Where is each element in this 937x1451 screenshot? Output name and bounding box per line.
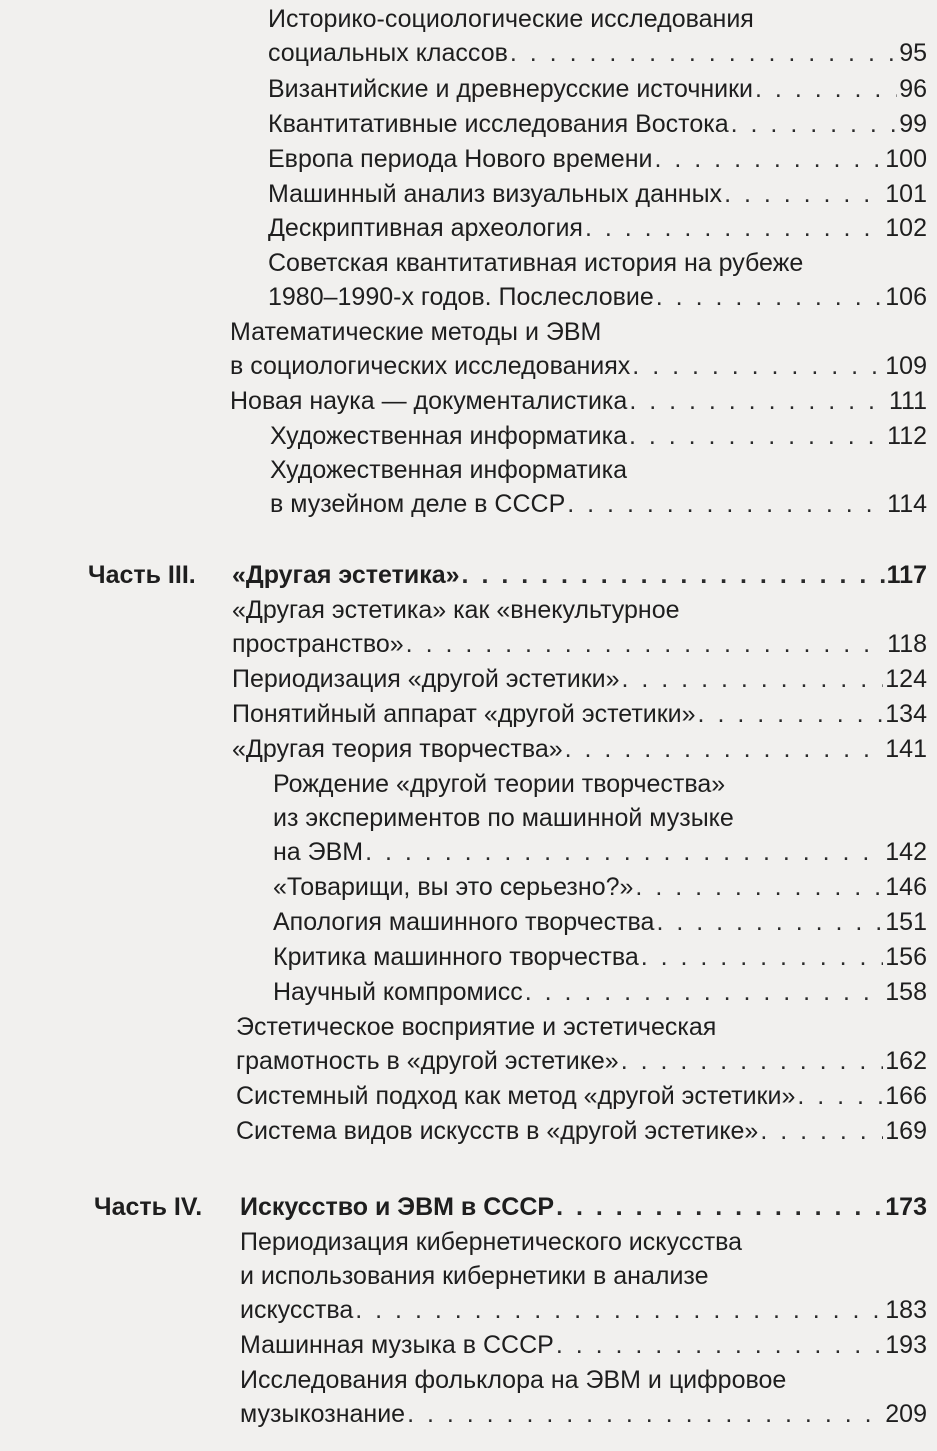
toc-entry bbox=[232, 732, 927, 766]
toc-page-number: 209 bbox=[885, 1400, 927, 1428]
toc-entry bbox=[270, 419, 927, 453]
part-label: Часть IV. bbox=[94, 1193, 203, 1221]
leader-dots bbox=[510, 36, 897, 70]
toc-page-number: 101 bbox=[885, 180, 927, 208]
toc-entry bbox=[240, 1328, 927, 1362]
toc-page-number: 146 bbox=[885, 873, 927, 901]
toc-entry-title: музыкознание bbox=[240, 1400, 406, 1428]
leader-dots bbox=[760, 1114, 883, 1148]
toc-entry-title: Критика машинного творчества bbox=[273, 943, 639, 971]
toc-entry-title: Система видов искусств в «другой эстетике» bbox=[236, 1117, 759, 1145]
toc-entry-title: Новая наука — документалистика bbox=[230, 387, 628, 415]
leader-dots bbox=[622, 662, 884, 696]
leader-dots bbox=[556, 1328, 883, 1362]
toc-entry bbox=[273, 870, 927, 904]
leader-dots bbox=[462, 558, 885, 592]
toc-entry bbox=[268, 211, 927, 245]
toc-entry bbox=[236, 1114, 927, 1148]
toc-entry-title: Понятийный аппарат «другой эстетики» bbox=[232, 700, 696, 728]
toc-entry bbox=[273, 767, 927, 869]
leader-dots bbox=[656, 905, 883, 939]
toc-entry bbox=[232, 593, 927, 661]
toc-entry bbox=[236, 1079, 927, 1113]
toc-page-number: 158 bbox=[885, 978, 927, 1006]
toc-page-number: 112 bbox=[887, 422, 927, 450]
leader-dots bbox=[724, 177, 883, 211]
toc-entry-title: Историко-социологические исследования bbox=[268, 5, 754, 33]
toc-entry-title: Европа периода Нового времени bbox=[268, 145, 653, 173]
toc-page-number: 95 bbox=[899, 39, 927, 67]
part-title: «Другая эстетика» bbox=[232, 561, 460, 589]
leader-dots bbox=[632, 349, 883, 383]
toc-entry-title: Советская квантитативная история на рубеже bbox=[268, 249, 804, 277]
toc-entry-title: Системный подход как метод «другой эстетики» bbox=[236, 1082, 796, 1110]
toc-entry bbox=[268, 72, 927, 106]
toc-entry-title: Художественная информатика bbox=[270, 422, 627, 450]
toc-entry-title: Исследования фольклора на ЭВМ и цифровое bbox=[240, 1366, 787, 1394]
toc-page-number: 109 bbox=[885, 352, 927, 380]
toc-entry bbox=[230, 384, 927, 418]
toc-entry-title: Апология машинного творчества bbox=[273, 908, 655, 936]
leader-dots bbox=[635, 870, 883, 904]
part-title: Искусство и ЭВМ в СССР bbox=[240, 1193, 555, 1221]
toc-entry-title: социальных классов bbox=[268, 39, 508, 67]
toc-page-number: 117 bbox=[886, 561, 927, 589]
toc-entry-title: «Товарищи, вы это серьезно?» bbox=[273, 873, 634, 901]
leader-dots bbox=[655, 142, 884, 176]
toc-page-number: 166 bbox=[885, 1082, 927, 1110]
toc-entry-title: из экспериментов по машинной музыке bbox=[273, 804, 734, 832]
toc-entry-title: Рождение «другой теории творчества» bbox=[273, 770, 726, 798]
toc-entry-title: в музейном деле в СССР bbox=[270, 490, 566, 518]
toc-page-number: 102 bbox=[885, 214, 927, 242]
part-heading bbox=[232, 558, 927, 592]
part-heading bbox=[240, 1190, 927, 1224]
leader-dots bbox=[621, 1044, 884, 1078]
toc-entry bbox=[273, 975, 927, 1009]
toc-entry bbox=[230, 315, 927, 383]
toc-entry-title: в социологических исследованиях bbox=[230, 352, 631, 380]
toc-entry-title: Периодизация кибернетического искусства bbox=[240, 1228, 743, 1256]
toc-entry-title: и использования кибернетики в анализе bbox=[240, 1262, 709, 1290]
toc-entry-title: на ЭВМ bbox=[273, 838, 364, 866]
toc-page-number: 193 bbox=[885, 1331, 927, 1359]
leader-dots bbox=[565, 732, 884, 766]
toc-page-number: 169 bbox=[885, 1117, 927, 1145]
leader-dots bbox=[629, 419, 885, 453]
toc-entry bbox=[268, 142, 927, 176]
toc-entry bbox=[240, 1225, 927, 1327]
toc-page-number: 96 bbox=[899, 75, 927, 103]
toc-entry-title: Эстетическое восприятие и эстетическая bbox=[236, 1013, 717, 1041]
toc-page-number: 151 bbox=[885, 908, 927, 936]
toc-page-number: 134 bbox=[885, 700, 927, 728]
leader-dots bbox=[656, 280, 884, 314]
toc-entry bbox=[268, 107, 927, 141]
toc-page-number: 142 bbox=[885, 838, 927, 866]
toc-entry bbox=[273, 905, 927, 939]
toc-page-number: 106 bbox=[885, 283, 927, 311]
leader-dots bbox=[698, 697, 884, 731]
toc-entry bbox=[240, 1363, 927, 1431]
leader-dots bbox=[797, 1079, 883, 1113]
toc-page-number: 162 bbox=[885, 1047, 927, 1075]
leader-dots bbox=[407, 1397, 883, 1431]
toc-page-number: 183 bbox=[885, 1296, 927, 1324]
toc-page-number: 141 bbox=[885, 735, 927, 763]
toc-entry-title: грамотность в «другой эстетике» bbox=[236, 1047, 619, 1075]
toc-entry bbox=[232, 697, 927, 731]
toc-entry bbox=[236, 1010, 927, 1078]
toc-entry-title: Византийские и древнерусские источники bbox=[268, 75, 754, 103]
toc-page-number: 99 bbox=[899, 110, 927, 138]
toc-page-number: 173 bbox=[885, 1193, 927, 1221]
toc-entry bbox=[268, 246, 927, 314]
toc-page-number: 100 bbox=[885, 145, 927, 173]
toc-entry-title: пространство» bbox=[232, 630, 404, 658]
toc-entry bbox=[270, 453, 927, 521]
toc-page-number: 118 bbox=[887, 630, 927, 658]
leader-dots bbox=[355, 1293, 883, 1327]
toc-entry-title: Художественная информатика bbox=[270, 456, 627, 484]
toc-entry-title: Дескриптивная археология bbox=[268, 214, 583, 242]
toc-entry-title: «Другая теория творчества» bbox=[232, 735, 563, 763]
toc-entry bbox=[268, 177, 927, 211]
toc-page-number: 114 bbox=[887, 490, 927, 518]
leader-dots bbox=[556, 1190, 883, 1224]
toc-entry-title: Машинный анализ визуальных данных bbox=[268, 180, 723, 208]
leader-dots bbox=[365, 835, 883, 869]
toc-entry-title: 1980–1990-х годов. Послесловие bbox=[268, 283, 654, 311]
leader-dots bbox=[585, 211, 883, 245]
leader-dots bbox=[731, 107, 898, 141]
leader-dots bbox=[629, 384, 887, 418]
toc-entry bbox=[273, 940, 927, 974]
toc-entry bbox=[268, 2, 927, 70]
toc-entry-title: Машинная музыка в СССР bbox=[240, 1331, 554, 1359]
toc-entry-title: Квантитативные исследования Востока bbox=[268, 110, 729, 138]
toc-entry-title: «Другая эстетика» как «внекультурное bbox=[232, 596, 680, 624]
leader-dots bbox=[641, 940, 884, 974]
leader-dots bbox=[567, 487, 885, 521]
toc-page-number: 156 bbox=[885, 943, 927, 971]
part-label: Часть III. bbox=[88, 561, 196, 589]
toc-entry-title: Математические методы и ЭВМ bbox=[230, 318, 602, 346]
toc-page-number: 111 bbox=[888, 387, 927, 415]
leader-dots bbox=[525, 975, 884, 1009]
toc-entry-title: искусства bbox=[240, 1296, 354, 1324]
leader-dots bbox=[755, 72, 897, 106]
toc-page-number: 124 bbox=[885, 665, 927, 693]
toc-entry-title: Научный компромисс bbox=[273, 978, 523, 1006]
toc-entry-title: Периодизация «другой эстетики» bbox=[232, 665, 620, 693]
toc-entry bbox=[232, 662, 927, 696]
leader-dots bbox=[406, 627, 885, 661]
